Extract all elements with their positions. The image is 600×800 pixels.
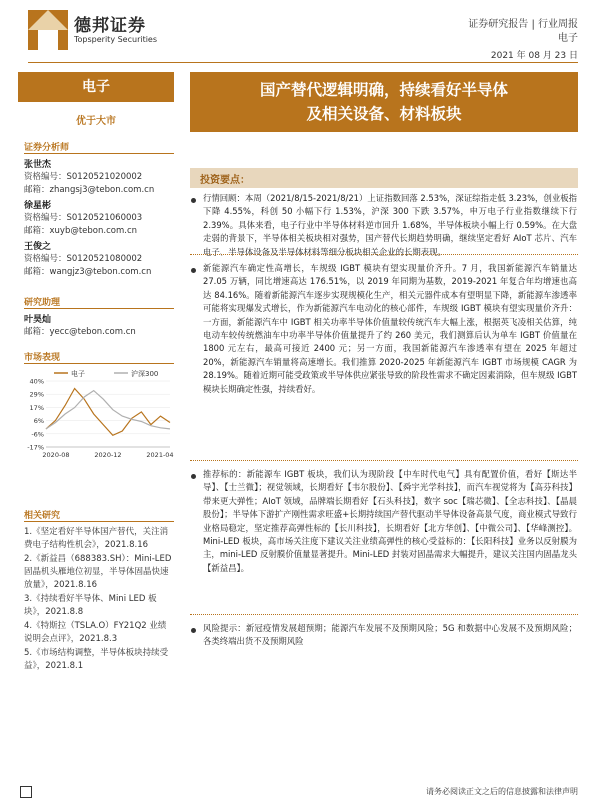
title-line-2: 及相关设备、材料板块 xyxy=(306,105,462,123)
paragraph-divider xyxy=(190,254,578,255)
analyst-email[interactable]: 邮箱：zhangsj3@tebon.com.cn xyxy=(24,185,155,195)
bullet-icon xyxy=(191,474,196,479)
brand-logo xyxy=(28,10,198,50)
x-tick-label: 2020-08 xyxy=(42,451,70,459)
market-review-paragraph: 行情回顾：本周（2021/8/15-2021/8/21）上证指数回落 2.53%，深证综指走低 3.23%，创业板指下降 4.55%，科创 50 小幅下行 1.53%，沪深 300 下跌 3.57%，申万电子行业指数继续下行 2.39%。具体来看，电子行业中半导体材料逆市回升 1.68%，半导体板块小幅上行 0.59%。在大盘走弱的背景下，半导体相关板块相对强势，国产替代长期趋势明确，继续坚定看好 AIoT 芯片、汽车电子、半导体设备及半导体材料等细分板块相关企业的长期表现。 xyxy=(203,193,577,257)
related-report[interactable]: 1.《坚定看好半导体国产替代，关注消费电子结构性机会》，2021.8.16 xyxy=(24,527,169,550)
analyst-name: 张世杰 xyxy=(24,160,52,170)
logo-mark-icon xyxy=(28,10,68,50)
paragraph-divider xyxy=(190,460,578,461)
legend-label: 电子 xyxy=(71,370,85,378)
analysts-divider xyxy=(24,153,174,154)
logo-chinese-name: 德邦证券 xyxy=(74,16,146,36)
market-performance-chart xyxy=(24,367,174,467)
header-divider xyxy=(28,62,578,63)
y-tick-label: -6% xyxy=(31,430,44,439)
market-divider xyxy=(24,363,174,364)
bullet-icon xyxy=(191,628,196,633)
related-divider xyxy=(24,521,174,522)
related-label: 相关研究 xyxy=(24,511,61,521)
series-line-0 xyxy=(46,389,170,436)
footer-disclaimer: 请务必阅读正文之后的信息披露和法律声明 xyxy=(426,787,578,796)
logo-english-name: Topsperity Securities xyxy=(74,35,158,44)
analyst-cert: 资格编号：S0120521080002 xyxy=(24,254,143,264)
paragraph-divider xyxy=(190,614,578,615)
recommendation-paragraph: 推荐标的：新能源车 IGBT 板块，我们认为现阶段【中车时代电气】具有配置价值，看好【斯达半导】、【士兰微】；视觉领域，长期看好【韦尔股份】、【舜宇光学科技】，而汽车视觉将为【高芬科技】带来更大弹性；AIoT 领域，品牌端长期看好【石头科技】，数字 soc【瑞芯微】、【全志科技】、【晶晨股份】；半导体下游扩产刚性需求旺盛+长期持续国产替代驱动半导体设备高景气度，商业模式导致行业格局稳定，坚定推荐高弹性标的【长川科技】，长期看好【北方华创】、【中微公司】、【华峰测控】。Mini-LED 板块，高市场关注度下建议关注业绩高弹性的核心受益标的：【长阳科技】业务以反射膜为主，mini-LED 反射膜价值量显著提升。Mini-LED 封装对固晶需求大幅提升，建议关注国内固晶龙头【新益昌】。 xyxy=(203,469,577,573)
x-tick-label: 2021-04 xyxy=(146,451,174,459)
market-label: 市场表现 xyxy=(24,353,61,363)
assistant-label: 研究助理 xyxy=(24,298,61,308)
assistant-name: 叶昊灿 xyxy=(24,315,52,325)
ev-igbt-paragraph: 新能源汽车确定性高增长，车规级 IGBT 模块有望实现量价齐升。7 月，我国新能源汽车销量达 27.05 万辆，同比增速高达 176.51%，以 2019 年同期为基数，2019-2021 年复合年均增速也高达 84.16%。随着新能源汽车逐步实现规模化生产，相关元器件成本有望明显下降，新能源车渗透率可能将实现爆发式增长，作为新能源汽车电动化的核心部件，车规级 IGBT 模块有望实现量价齐升：一方面，新能源汽车中 IGBT 相关功率半导体价值量较传统汽车大幅上涨，根据英飞凌相关估算，纯电动车较传统燃油车中功率半导体价值量提升了约 260 美元，我们测算后认为单车 IGBT 价值量在 1800 元左右，最高可接近 2400 元；另一方面，我国新能源汽车渗透率有望在 2025 年超过 20%，新能源汽车销量将高速增长。我们推算 2020-2025 年新能源汽车 IGBT 市场规模 CAGR 为 28.19%。随着近期可能受政策或半导体供应紧张导致的阶段性需求不确定因素消除，但车规级 IGBT 模块长期确定性强，持续看好。 xyxy=(203,263,577,394)
report-title xyxy=(190,72,578,132)
key-points-label: 投资要点： xyxy=(200,175,250,186)
y-tick-label: 29% xyxy=(29,390,44,399)
assistant-email[interactable]: 邮箱：yecc@tebon.com.cn xyxy=(24,327,136,337)
y-tick-label: 6% xyxy=(33,417,44,426)
analyst-email[interactable]: 邮箱：wangjz3@tebon.com.cn xyxy=(24,267,152,277)
legend-label: 沪深300 xyxy=(131,370,159,378)
y-tick-label: -17% xyxy=(27,443,44,452)
related-report[interactable]: 3.《持续看好半导体、Mini LED 板块》，2021.8.8 xyxy=(24,594,157,617)
bullet-icon xyxy=(191,198,196,203)
analyst-name: 徐星彬 xyxy=(24,201,52,211)
analyst-name: 王俊之 xyxy=(24,242,52,252)
x-tick-label: 2020-12 xyxy=(94,451,122,459)
bullet-icon xyxy=(191,268,196,273)
rating-label: 优于大市 xyxy=(76,116,116,127)
analyst-email[interactable]: 邮箱：xuyb@tebon.com.cn xyxy=(24,226,138,236)
header-report-info xyxy=(468,18,578,46)
report-type: 证券研究报告 | 行业周报 xyxy=(468,19,578,30)
assistant-divider xyxy=(24,308,174,309)
risk-paragraph: 风险提示：新冠疫情发展超预期；能源汽车发展不及预期风险；5G 和数据中心发展不及预期风险；各类终端出货不及预期风险 xyxy=(203,623,577,647)
analyst-cert: 资格编号：S0120521060003 xyxy=(24,213,143,223)
analyst-cert: 资格编号：S0120521020002 xyxy=(24,172,143,182)
sector-box: 电子 xyxy=(18,72,174,102)
related-report[interactable]: 4.《特斯拉（TSLA.O）FY21Q2 业绩说明会点评》，2021.8.3 xyxy=(24,621,167,644)
related-report[interactable]: 5.《市场结构调整，半导体板块持续受益》，2021.8.1 xyxy=(24,648,169,671)
series-line-1 xyxy=(46,391,170,429)
qr-code-icon xyxy=(20,786,32,798)
title-line-1: 国产替代逻辑明确，持续看好半导体 xyxy=(259,81,508,99)
report-date: 2021 年 08 月 23 日 xyxy=(490,51,578,61)
related-report[interactable]: 2.《新益昌（688383.SH）：Mini-LED 固晶机头雁地位初显，半导体固晶快速放量》，2021.8.16 xyxy=(24,554,172,590)
header-sector: 电子 xyxy=(558,33,578,44)
y-tick-label: 17% xyxy=(29,403,44,412)
analysts-label: 证券分析师 xyxy=(24,143,70,153)
y-tick-label: 40% xyxy=(29,377,44,386)
